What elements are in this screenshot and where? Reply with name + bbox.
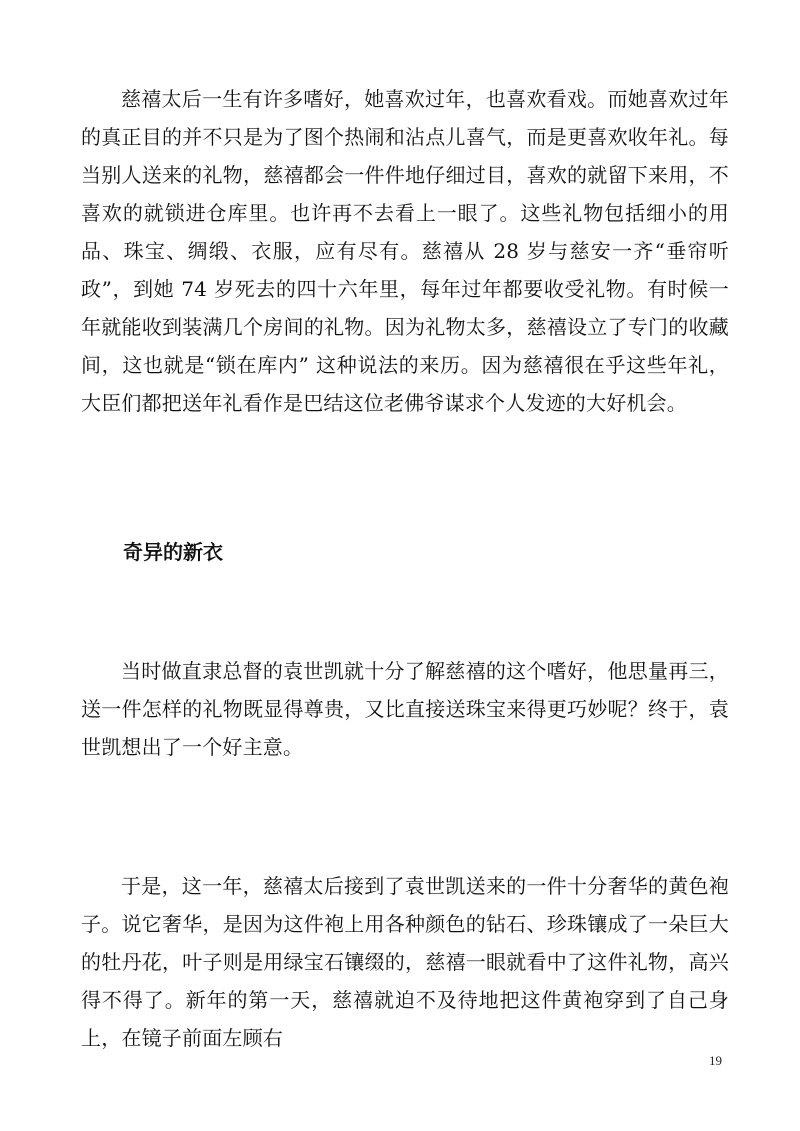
page-number: 19 <box>709 1053 722 1068</box>
body-paragraph-3: 于是，这一年，慈禧太后接到了袁世凯送来的一件十分奢华的黄色袍子。说它奢华，是因为这件袍上用各种颜色的钻石、珍珠镶成了一朵巨大的牡丹花，叶子则是用绿宝石镶缀的，慈禧一眼就看中了这件礼物，高兴得不得了。新年的第一天，慈禧就迫不及待地把这件黄袍穿到了自己身上，在镜子前面左顾右 <box>81 874 729 1050</box>
body-paragraph-2: 当时做直隶总督的袁世凯就十分了解慈禧的这个嗜好，他思量再三，送一件怎样的礼物既显得尊贵，又比直接送珠宝来得更巧妙呢？终于，袁世凯想出了一个好主意。 <box>81 659 729 759</box>
body-paragraph-1: 慈禧太后一生有许多嗜好，她喜欢过年，也喜欢看戏。而她喜欢过年的真正目的并不只是为了图个热闹和沾点儿喜气，而是更喜欢收年礼。每当别人送来的礼物，慈禧都会一件件地仔细过目，喜欢的就留下来用，不喜欢的就锁进仓库里。也许再不去看上一眼了。这些礼物包括细小的用品、珠宝、绸缎、衣服，应有尽有。慈禧从 28 岁与慈安一齐“垂帘听政”，到她 74 岁死去的四十六年里，每年过年都要收受礼物。有时候一年就能收到装满几个房间的礼物。因为礼物太多，慈禧设立了专门的收藏间，这也就是“锁在库内” 这种说法的来历。因为慈禧很在乎这些年礼，大臣们都把送年礼看作是巴结这位老佛爷谋求个人发迹的大好机会。 <box>81 87 729 415</box>
section-heading: 奇异的新衣 <box>123 540 223 564</box>
